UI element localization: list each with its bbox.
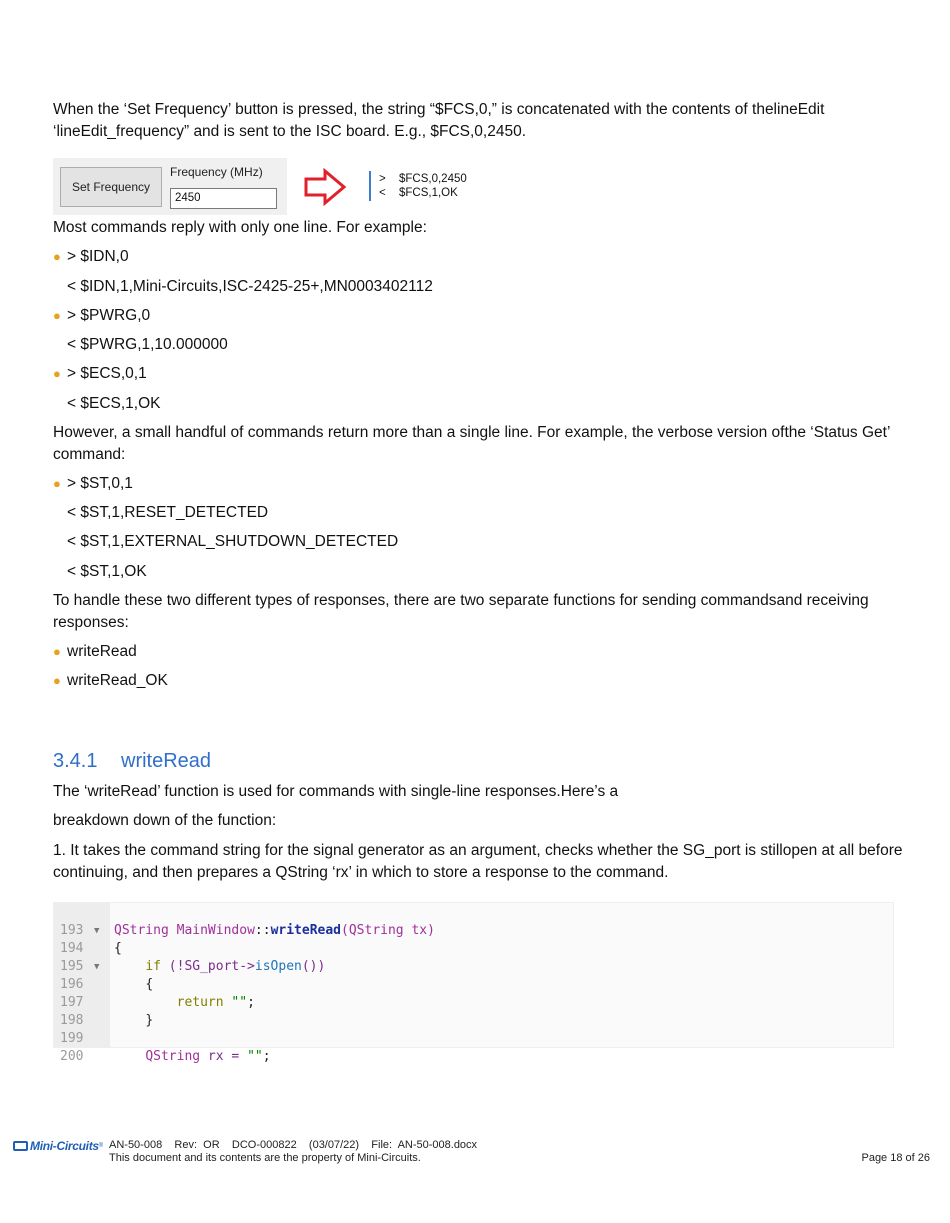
response-text: < $PWRG,1,10.000000 — [67, 336, 228, 353]
gui-panel — [53, 158, 287, 215]
arrow-right-icon — [303, 168, 347, 206]
section-paragraph: breakdown down of the function: — [53, 812, 277, 829]
section-paragraph: 1. It takes the command string for the signal generator as an argument, checks whether the SG_port is stillopen at all before continuing, and then prepares a QString ‘rx’ in which to store a response to the command. — [53, 842, 903, 881]
set-frequency-button: Set Frequency — [60, 167, 162, 207]
bullet-icon: ● — [53, 249, 61, 264]
response-text: < $ECS,1,OK — [67, 395, 161, 412]
response-text: < $ST,1,RESET_DETECTED — [67, 504, 269, 521]
code-line — [54, 940, 326, 974]
intro-paragraph: When the ‘Set Frequency’ button is pressed, the string “$FCS,0,” is concatenated with the contents of thelineEdit ‘lineEdit_frequency” and is sent to the ISC board. E.g., $FCS,0,2450. — [53, 101, 825, 140]
code-line — [54, 1030, 271, 1064]
handle-paragraph: To handle these two different types of responses, there are two separate functions for sending commandsand receiving responses: — [53, 592, 869, 631]
frequency-label: Frequency (MHz) — [170, 165, 263, 179]
code-line — [54, 922, 122, 956]
code-text: } — [145, 1013, 154, 1028]
logo-registered-mark: ® — [98, 1143, 104, 1149]
bullet-icon: ● — [53, 476, 61, 491]
command-text: > $IDN,0 — [67, 248, 129, 265]
terminal-output — [365, 166, 483, 208]
code-line — [54, 958, 154, 992]
code-text: QString MainWindow::writeRead(QString tx) — [114, 923, 435, 938]
code-text: { — [114, 941, 122, 956]
bullet-icon: ● — [53, 366, 61, 381]
line-number: 199 — [60, 1031, 84, 1046]
line-number: 196 — [60, 977, 84, 992]
line-number: 195 — [60, 959, 84, 974]
section-title: writeRead — [121, 750, 212, 772]
page-number: Page 18 of 26 — [861, 1152, 930, 1164]
logo-text: Mini-Circuits — [30, 1139, 99, 1153]
function-name: writeRead — [67, 643, 137, 660]
bullet-icon: ● — [53, 644, 61, 659]
code-line — [54, 994, 154, 1028]
function-name: writeRead_OK — [67, 672, 168, 689]
code-line — [54, 1012, 101, 1046]
response-text: < $ST,1,OK — [67, 563, 147, 580]
bullet-icon: ● — [53, 673, 61, 688]
terminal-prefix: < — [379, 187, 386, 199]
terminal-text: $FCS,0,2450 — [399, 173, 467, 185]
property-notice: This document and its contents are the property of Mini-Circuits. — [109, 1152, 421, 1164]
frequency-field: 2450 — [170, 188, 277, 209]
fold-arrow-icon: ▼ — [94, 962, 100, 972]
page-footer — [0, 1136, 950, 1176]
code-screenshot — [53, 902, 894, 1064]
bullet-icon: ● — [53, 308, 61, 323]
command-text: > $ECS,0,1 — [67, 365, 147, 382]
terminal-prefix: > — [379, 173, 386, 185]
code-text: return ""; — [176, 995, 255, 1010]
section-number: 3.4.1 — [53, 750, 98, 772]
code-text: QString rx = ""; — [145, 1049, 271, 1064]
handful-paragraph: However, a small handful of commands return more than a single line. For example, the verbose version ofthe ‘Status Get’ command: — [53, 424, 890, 463]
code-line — [54, 976, 255, 1010]
line-number: 200 — [60, 1049, 84, 1064]
section-paragraph: The ‘writeRead’ function is used for commands with single-line responses.Here’s a — [53, 783, 619, 800]
section-heading — [53, 748, 211, 774]
line-number: 198 — [60, 1013, 84, 1028]
line-number: 193 — [60, 923, 84, 938]
code-text: { — [145, 977, 154, 992]
response-text: < $IDN,1,Mini-Circuits,ISC-2425-25+,MN0003402112 — [67, 278, 433, 295]
code-text: if (!SG_port->isOpen()) — [145, 959, 326, 974]
terminal-bar — [369, 171, 371, 201]
line-number: 194 — [60, 941, 84, 956]
mini-circuits-logo — [13, 1139, 103, 1153]
terminal-line — [379, 187, 458, 200]
logo-icon — [13, 1141, 28, 1151]
line-number: 197 — [60, 995, 84, 1010]
terminal-line — [379, 173, 467, 186]
set-frequency-figure — [53, 158, 485, 215]
terminal-text: $FCS,1,OK — [399, 187, 458, 199]
command-text: > $PWRG,0 — [67, 307, 151, 324]
one-line-paragraph: Most commands reply with only one line. For example: — [53, 219, 427, 236]
command-text: > $ST,0,1 — [67, 475, 133, 492]
response-text: < $ST,1,EXTERNAL_SHUTDOWN_DETECTED — [67, 533, 399, 550]
code-line — [54, 904, 435, 938]
fold-arrow-icon: ▼ — [94, 926, 100, 936]
document-info: AN-50-008 Rev: OR DCO-000822 (03/07/22) File: AN-50-008.docx — [109, 1139, 478, 1151]
